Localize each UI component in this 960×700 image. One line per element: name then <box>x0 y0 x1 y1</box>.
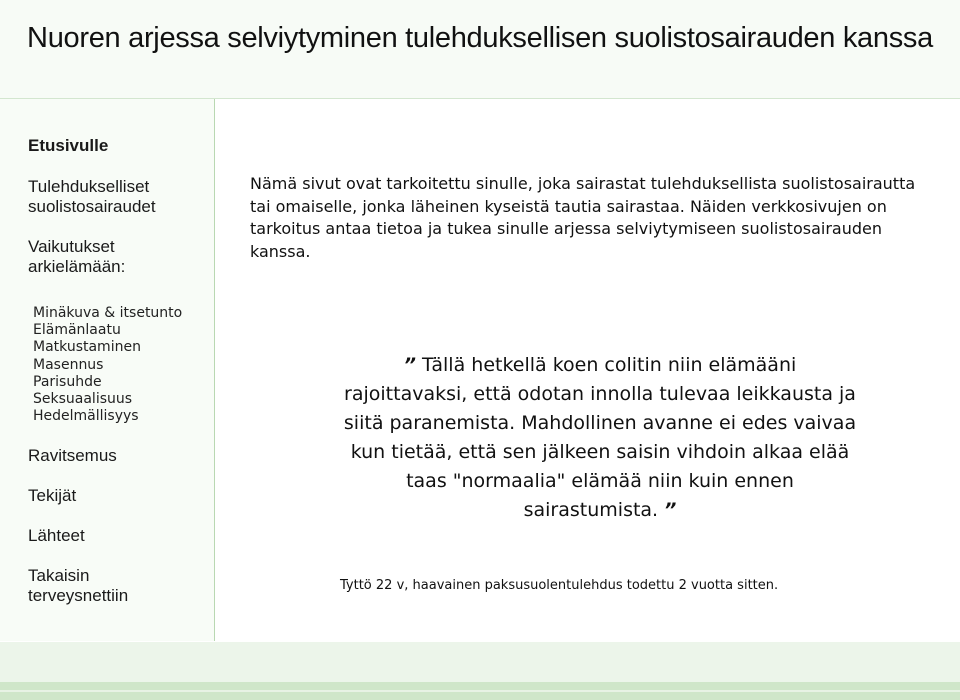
subnav-item-fertility[interactable]: Hedelmällisyys <box>33 408 139 425</box>
sidebar-subnav <box>33 305 182 425</box>
patient-quote <box>340 351 860 525</box>
main-content <box>215 99 960 641</box>
nav-ibd-link[interactable]: Tulehdukselliset suolistosairaudet <box>28 177 156 216</box>
subnav-item-depression[interactable]: Masennus <box>33 356 104 373</box>
page-header <box>0 0 960 99</box>
page-title: Nuoren arjessa selviytyminen tulehduksellisen suolistosairauden kanssa <box>27 22 933 54</box>
nav-effects-link[interactable]: Vaikutukset arkielämään: <box>28 237 126 276</box>
sidebar-nav <box>0 99 215 641</box>
nav-back-link[interactable]: Takaisin terveysnettiin <box>28 566 129 605</box>
quote-open-mark: ” <box>403 354 416 376</box>
subnav-item-relationship[interactable]: Parisuhde <box>33 373 102 390</box>
subnav-item-travel[interactable]: Matkustaminen <box>33 339 141 356</box>
intro-text: Nämä sivut ovat tarkoitettu sinulle, joka sairastat tulehduksellista suolistosairautta tai omaiselle, jonka läheinen kyseistä tautia sairastaa. Näiden verkkosivujen on tarkoitus antaa tietoa ja tukea sinulle arjessa selviytymiseen suolistosairauden kanssa. <box>250 174 916 261</box>
nav-nutrition-link[interactable]: Ravitsemus <box>28 446 117 465</box>
footer-divider <box>0 690 960 692</box>
nav-sources-link[interactable]: Lähteet <box>28 526 85 545</box>
subnav-item-self-image[interactable]: Minäkuva & itsetunto <box>33 305 183 321</box>
nav-authors-link[interactable]: Tekijät <box>28 486 77 505</box>
nav-home-link[interactable]: Etusivulle <box>28 136 109 155</box>
quote-attribution: Tyttö 22 v, haavainen paksusuolentulehdus todettu 2 vuotta sitten. <box>340 578 779 593</box>
quote-close-mark: ” <box>664 499 677 521</box>
footer-band <box>0 642 960 682</box>
quote-text: Tällä hetkellä koen colitin niin elämääni rajoittavaksi, että odotan innolla tulevaa leikkausta ja siitä paranemista. Mahdollinen avanne ei edes vaivaa kun tietää, että sen jälkeen saisin vihdoin alkaa elää taas "normaalia" elämää niin kuin ennen sairastumista. <box>343 354 857 521</box>
subnav-item-quality-of-life[interactable]: Elämänlaatu <box>33 322 121 339</box>
subnav-item-sexuality[interactable]: Seksuaalisuus <box>33 391 133 408</box>
